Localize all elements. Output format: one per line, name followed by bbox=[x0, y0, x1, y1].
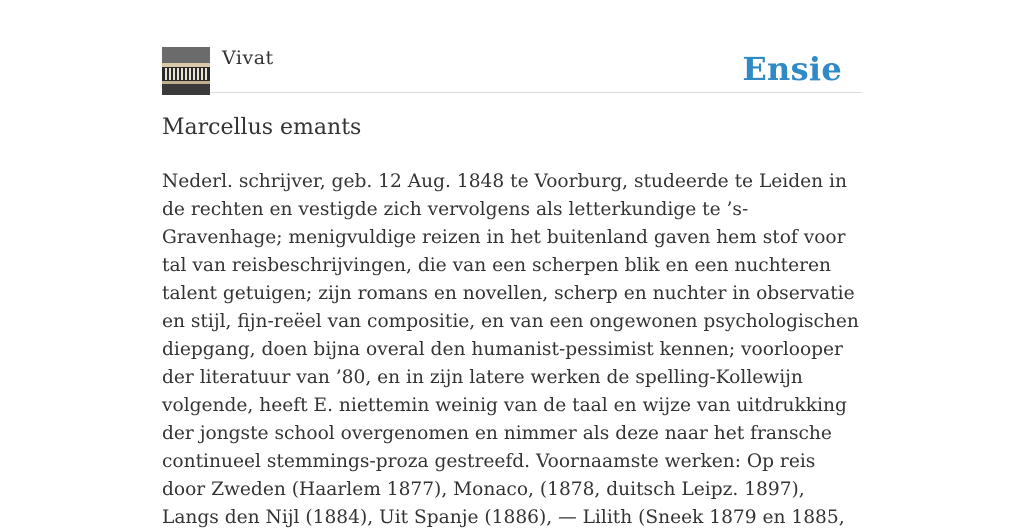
user-avatar[interactable] bbox=[162, 47, 210, 95]
entry-body: Nederl. schrijver, geb. 12 Aug. 1848 te Voorburg, studeerde te Leiden in de rechten en vestigde zich vervolgens als letterkundige te ’s-Gravenhage; menigvuldige reizen in het buitenland gaven hem stof voor tal van reisbeschrijvingen, die van een scherpen blik en een nuchteren talent getuigen; zijn romans en novellen, scherp en nuchter in observatie en stijl, fijn-reëel van compositie, en van een ongewonen psychologischen diepgang, doen bijna overal den humanist-pessimist kennen; voorlooper der literatuur van ’80, en in zijn latere werken de spelling-Kollewijn volgende, heeft E. niettemin weinig van de taal en wijze van uitdrukking der jongste school overgenomen en nimmer als deze naar het fransche continueel stemmings-proza gestreefd. Voornaamste werken: Op reis door Zweden (Haarlem 1877), Monaco, (1878, duitsch Leipz. 1897), Langs den Nijl (1884), Uit Spanje (1886), — Lilith (Sneek 1879 en 1885, bbox=[162, 171, 859, 528]
entry-title: Marcellus emants bbox=[162, 115, 362, 140]
site-header bbox=[162, 46, 862, 93]
username[interactable]: Vivat bbox=[222, 47, 274, 69]
bookshelf-icon bbox=[162, 47, 210, 95]
brand-logo[interactable]: Ensie bbox=[742, 50, 842, 88]
